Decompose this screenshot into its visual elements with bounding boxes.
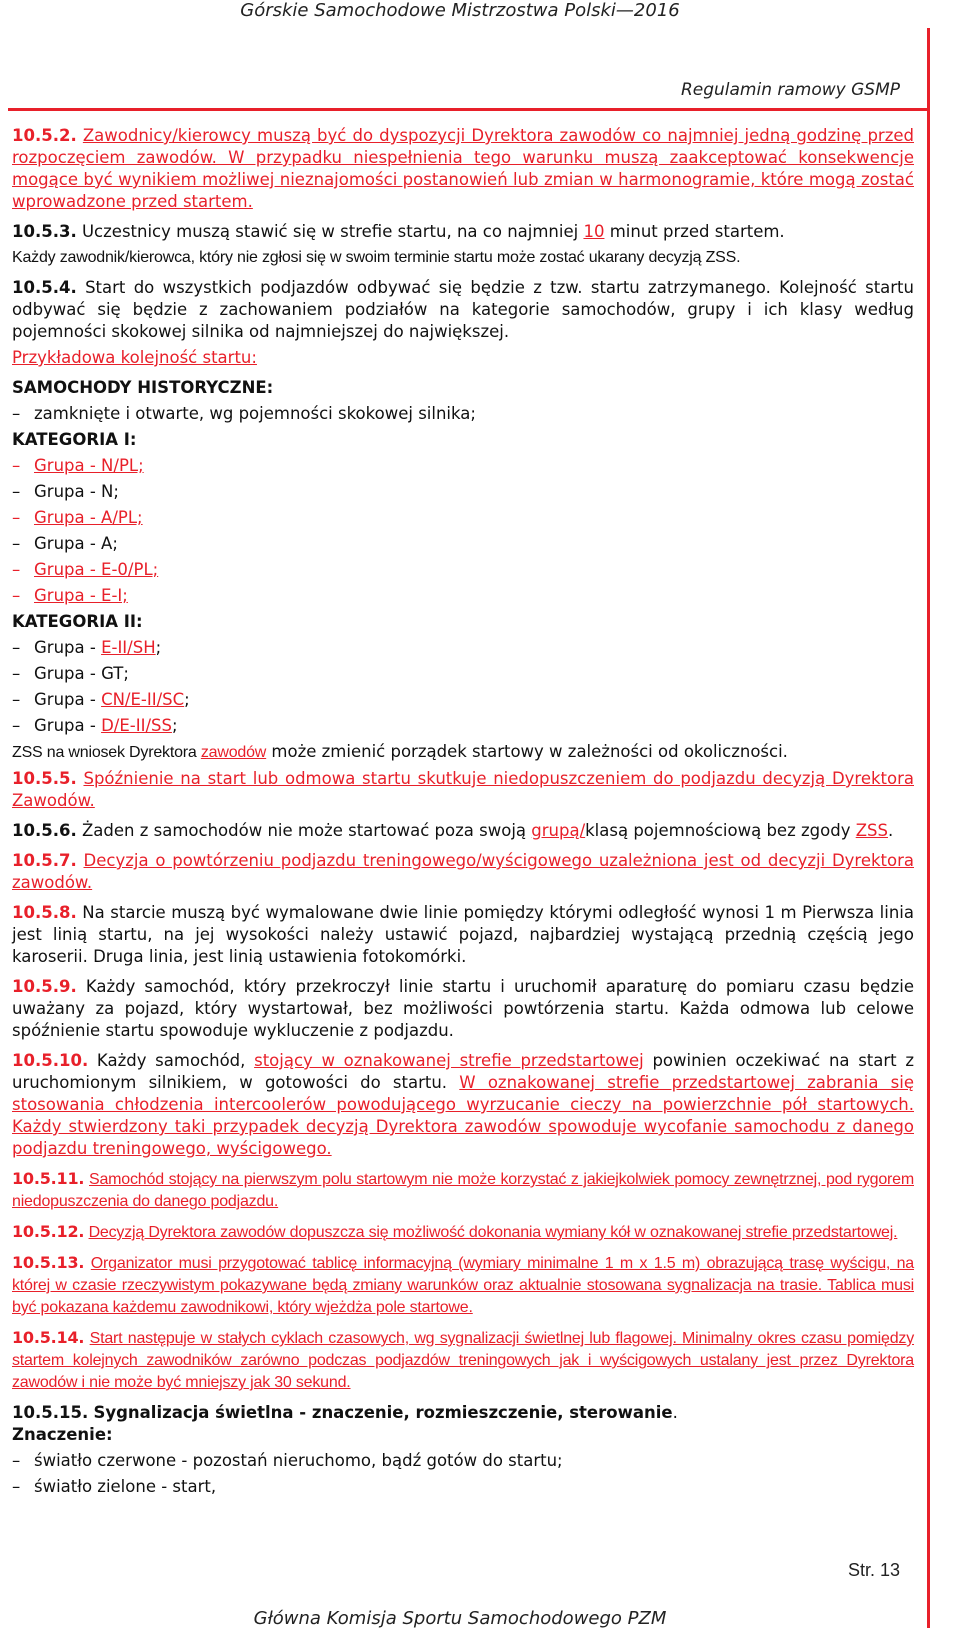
meaning-heading: Znaczenie:: [12, 1425, 113, 1444]
zss-note-text: może zmienić porządek startowy w zależności od okoliczności.: [266, 742, 788, 761]
list-item-label: Grupa - E-I;: [34, 586, 128, 605]
section-text: Start do wszystkich podjazdów odbywać się będzie z tzw. startu zatrzymanego. Kolejność startu odbywać się będzie z zachowaniem podziałów na kategorie samochodów, grupy i ich klasy według pojemności skokowej silnika od najmniejszej do największej.: [12, 278, 914, 341]
section-10-5-6: [12, 820, 914, 842]
section-link: ZSS: [855, 821, 888, 840]
section-number: 10.5.13.: [12, 1253, 85, 1272]
category-1-heading: KATEGORIA I:: [12, 430, 137, 449]
section-10-5-4: [12, 277, 914, 343]
list-item-label: zamknięte i otwarte, wg pojemności skokowej silnika;: [34, 404, 476, 423]
section-text: Każdy samochód,: [96, 1051, 255, 1070]
section-text-red: W oznakowanej strefie przedstartowej zabrania się stosowania chłodzenia intercoolerów powodującego wyrzucanie cieczy na powierzchnie pół startowych. Każdy stwierdzony taki przypadek decyzją Dyrektora zawodów spowoduje wycofanie samochodu z danego podjazdu treningowego, wyścigowego.: [12, 1073, 914, 1158]
section-number: 10.5.6.: [12, 821, 77, 840]
list-item-label: Grupa - N/PL;: [34, 456, 144, 475]
list-item-label: Grupa - A/PL;: [34, 508, 143, 527]
section-10-5-3: [12, 221, 914, 243]
group-name: CN/E-II/SC: [101, 690, 185, 709]
section-10-5-5: [12, 768, 914, 812]
section-text: minut przed startem.: [604, 222, 785, 241]
section-text: Zawodnicy/kierowcy muszą być do dyspozycji Dyrektora zawodów co najmniej jedną godzinę przed rozpoczęciem zawodów. W przypadku niespełnienia tego warunku muszą zaakceptować konsekwencje mogące być wynikiem możliwej nieznajomości postanowień lub zmian w harmonogramie, które mogą zostać wprowadzone przed startem.: [12, 126, 914, 211]
section-10-5-14: [12, 1327, 914, 1394]
example-order-label: Przykładowa kolejność startu:: [12, 348, 257, 367]
list-item: – Grupa - E-0/PL;: [12, 560, 159, 579]
section-number: 10.5.9.: [12, 977, 77, 996]
section-10-5-2: [12, 125, 914, 213]
section-number: 10.5.4.: [12, 278, 77, 297]
section-number: 10.5.14.: [12, 1328, 85, 1347]
section-title: Sygnalizacja świetlna - znaczenie, rozmieszczenie, sterowanie: [93, 1403, 673, 1422]
list-item: – Grupa - E-I;: [12, 586, 128, 605]
section-number: 10.5.12.: [12, 1222, 85, 1241]
zss-note-text: ZSS na wniosek Dyrektora: [12, 744, 201, 761]
zss-note: [12, 741, 914, 764]
minutes-value: 10: [583, 222, 605, 241]
group-name: GT: [101, 664, 124, 683]
section-number: 10.5.11.: [12, 1169, 85, 1188]
list-item-label: Grupa - N;: [34, 482, 119, 501]
section-text: Na starcie muszą być wymalowane dwie linie pomiędzy którymi odległość wynosi 1 m Pierwsza linia jest linią startu, na jej wysokości należy ustawić pojazd, najbardziej wystającą przednią częścią jego karoserii. Druga linia, jest linią ustawienia fotokomórki.: [12, 903, 914, 966]
section-10-5-12: [12, 1221, 914, 1244]
group-prefix: Grupa -: [34, 638, 102, 657]
section-text: Samochód stojący na pierwszym polu startowym nie może korzystać z jakiejkolwiek pomocy zewnętrznej, pod rygorem niedopuszczenia do danego podjazdu.: [12, 1171, 914, 1210]
zss-note-link: zawodów: [200, 744, 267, 761]
section-text: .: [887, 821, 894, 840]
section-text: Start następuje w stałych cyklach czasowych, wg sygnalizacji świetlnej lub flagowej. Minimalny okres czasu pomiędzy startem kolejnych zawodników zarówno podczas podjazdów treningowych jak i wyścigowych ustalany jest przez Dyrektora zawodów i nie może być mniejszy jak 30 sekund.: [12, 1330, 914, 1391]
list-item: – zamknięte i otwarte, wg pojemności skokowej silnika;: [12, 404, 476, 423]
section-number: 10.5.15.: [12, 1403, 89, 1422]
section-text: powinien oczekiwać na start z uruchomionym silnikiem, w gotowości do startu.: [12, 1051, 915, 1092]
list-item: – Grupa - D/E-II/SS;: [12, 716, 178, 735]
list-item-label: Grupa - A;: [34, 534, 118, 553]
section-text: Żaden z samochodów nie może startować poza swoją: [81, 821, 532, 840]
group-name: D/E-II/SS: [101, 716, 172, 735]
footer-organization: Główna Komisja Sportu Samochodowego PZM: [253, 1608, 667, 1629]
list-item-label: Grupa - E-0/PL;: [34, 560, 159, 579]
vertical-red-rule: [927, 28, 930, 1628]
section-text: Decyzją Dyrektora zawodów dopuszcza się możliwość dokonania wymiany kół w oznakowanej strefie przedstartowej.: [88, 1224, 898, 1241]
section-10-5-10: [12, 1050, 914, 1160]
section-number: 10.5.10.: [12, 1051, 89, 1070]
section-text: Decyzja o powtórzeniu podjazdu treningowego/wyścigowego uzależniona jest od decyzji Dyrektora zawodów.: [12, 851, 914, 892]
list-item: – Grupa - GT;: [12, 664, 129, 683]
list-item: – Grupa - N/PL;: [12, 456, 144, 475]
page-number: Str. 13: [847, 1560, 900, 1580]
category-2-heading: KATEGORIA II:: [12, 612, 143, 631]
list-item: – światło zielone - start,: [12, 1477, 217, 1496]
document-name: Regulamin ramowy GSMP: [680, 80, 900, 100]
list-item: – Grupa - N;: [12, 482, 119, 501]
group-prefix: Grupa -: [34, 690, 102, 709]
section-10-5-7: [12, 850, 914, 894]
section-number: 10.5.7.: [12, 851, 77, 870]
section-number: 10.5.2.: [12, 126, 77, 145]
section-10-5-11: [12, 1168, 914, 1213]
section-text: Organizator musi przygotować tablicę informacyjną (wymiary minimalne 1 m x 1.5 m) obrazującą trasę wyścigu, na której w czasie rzeczywistym pokazywane będą zmiany warunków oraz aktualnie stosowana sygnalizacja na trasie. Tablica musi być pokazana każdemu zawodnikowi, który wjeżdża pole startowe.: [12, 1255, 915, 1316]
section-text: Uczestnicy muszą stawić się w strefie startu, na co najmniej: [81, 222, 584, 241]
section-text: klasą pojemnościową bez zgody: [585, 821, 856, 840]
section-text: Spóźnienie na start lub odmowa startu skutkuje niedopuszczeniem do podjazdu decyzją Dyrektora Zawodów.: [12, 769, 914, 810]
section-10-5-8: [12, 902, 914, 968]
section-10-5-15: [12, 1402, 914, 1424]
horizontal-red-rule: [8, 108, 930, 111]
header-title: Górskie Samochodowe Mistrzostwa Polski—2016: [240, 0, 680, 21]
list-item: – Grupa - A/PL;: [12, 508, 143, 527]
list-item-label: światło czerwone - pozostań nieruchomo, bądź gotów do startu;: [34, 1451, 563, 1470]
document-body: [12, 125, 914, 1502]
historic-cars-heading: SAMOCHODY HISTORYCZNE:: [12, 378, 274, 397]
section-number: 10.5.8.: [12, 903, 77, 922]
list-item: – Grupa - E-II/SH;: [12, 638, 162, 657]
group-prefix: Grupa -: [34, 664, 102, 683]
section-10-5-13: [12, 1252, 914, 1319]
section-text: Każdy samochód, który przekroczył linie startu i uruchomił aparaturę do pomiaru czasu będzie uważany za pojazd, który wystartował, bez możliwości powtórzenia startu. Każda odmowa lub celowe spóźnienie startu spowoduje wykluczenie z podjazdu.: [12, 977, 914, 1040]
list-item: – Grupa - A;: [12, 534, 118, 553]
section-10-5-3-note: Każdy zawodnik/kierowca, który nie zgłosi się w swoim terminie startu może zostać ukarany decyzją ZSS.: [12, 249, 741, 266]
group-name: E-II/SH: [101, 638, 156, 657]
section-text: .: [672, 1403, 678, 1422]
section-link: grupą/: [531, 821, 586, 840]
section-number: 10.5.3.: [12, 222, 77, 241]
section-number: 10.5.5.: [12, 769, 77, 788]
section-10-5-9: [12, 976, 914, 1042]
list-item-label: światło zielone - start,: [34, 1477, 217, 1496]
section-link: stojący w oznakowanej strefie przedstartowej: [254, 1051, 644, 1070]
list-item: – światło czerwone - pozostań nieruchomo, bądź gotów do startu;: [12, 1451, 563, 1470]
group-prefix: Grupa -: [34, 716, 102, 735]
list-item: – Grupa - CN/E-II/SC;: [12, 690, 190, 709]
